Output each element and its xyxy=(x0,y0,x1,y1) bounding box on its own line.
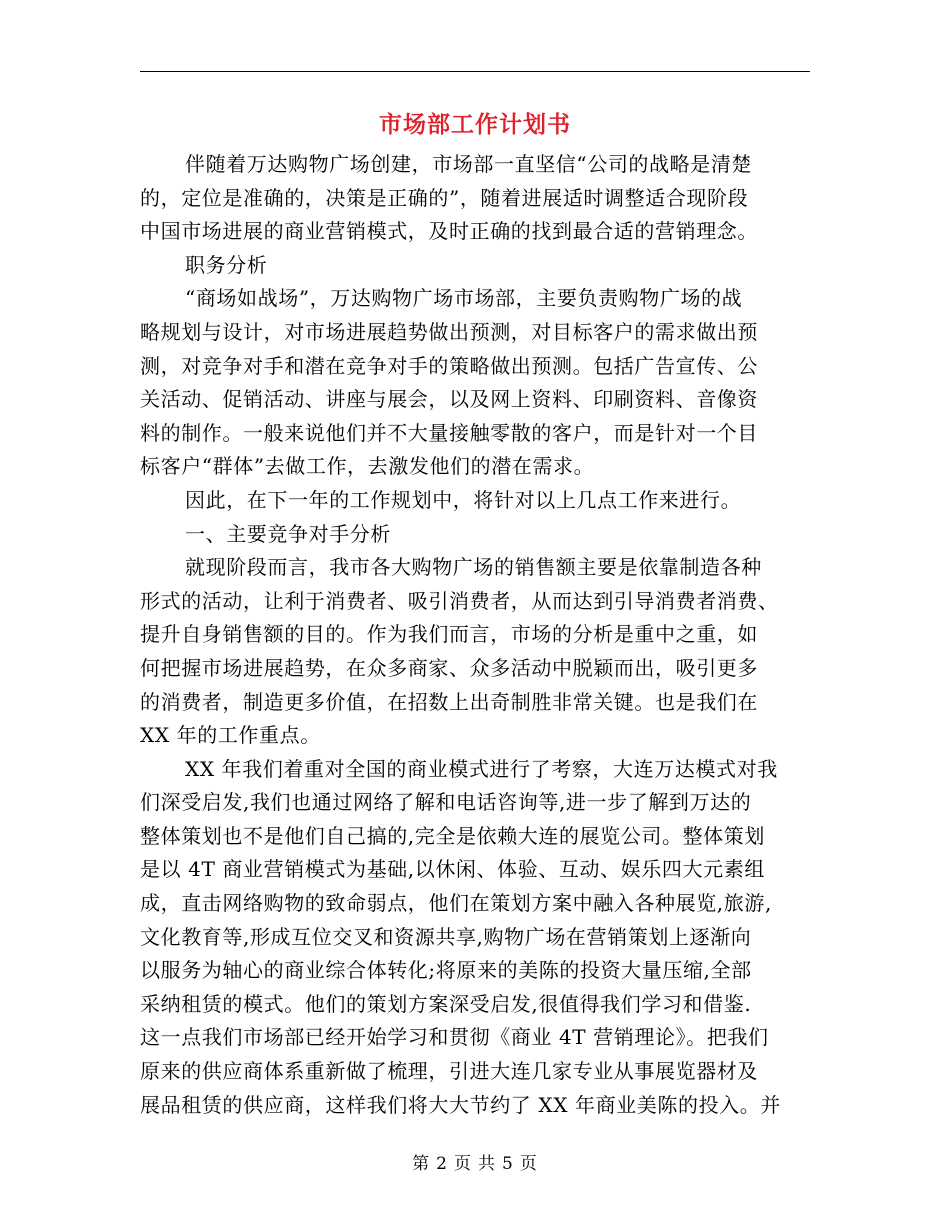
text-line: 形式的活动，让利于消费者、吸引消费者，从而达到引导消费者消费、 xyxy=(140,588,779,613)
text-line: 职务分析 xyxy=(185,252,268,277)
footer-total-unit: 页 xyxy=(519,1154,538,1174)
text-line: 标客户“群体”去做工作，去激发他们的潜在需求。 xyxy=(140,454,595,479)
text-line: 因此，在下一年的工作规划中，将针对以上几点工作来进行。 xyxy=(185,487,742,512)
text-line: XX 年我们着重对全国的商业模式进行了考察，大连万达模式对我 xyxy=(185,756,778,781)
text-line: 是以 4T 商业营销模式为基础,以休闲、体验、互动、娱乐四大元素组 xyxy=(140,857,765,882)
text-line: 的消费者，制造更多价值，在招数上出奇制胜非常关键。也是我们在 xyxy=(140,689,758,714)
text-line: 展品租赁的供应商，这样我们将大大节约了 XX 年商业美陈的投入。并 xyxy=(140,1092,781,1117)
text-line: 料的制作。一般来说他们并不大量接触零散的客户，而是针对一个目 xyxy=(140,420,758,445)
header-rule xyxy=(140,71,810,72)
text-line: 伴随着万达购物广场创建，市场部一直坚信“公司的战略是清楚 xyxy=(185,152,753,176)
text-line: “商场如战场”，万达购物广场市场部，主要负责购物广场的战 xyxy=(185,286,743,311)
footer-total-label: 共 xyxy=(478,1154,496,1174)
text-line: 原来的供应商体系重新做了梳理，引进大连几家专业从事展览器材及 xyxy=(140,1059,758,1084)
footer-page-label: 第 xyxy=(412,1154,431,1174)
document-body xyxy=(140,148,810,1122)
text-line: 的，定位是准确的，决策是正确的”，随着进展适时调整适合现阶段 xyxy=(140,185,749,210)
footer-page-unit: 页 xyxy=(454,1154,472,1174)
text-line: 这一点我们市场部已经开始学习和贯彻《商业 4T 营销理论》。把我们 xyxy=(140,1025,769,1050)
text-line: 测，对竞争对手和潜在竞争对手的策略做出预测。包括广告宣传、公 xyxy=(140,353,758,378)
text-line: XX 年的工作重点。 xyxy=(140,723,321,748)
footer-total-pages: 5 xyxy=(502,1154,514,1174)
text-line: 成，直击网络购物的致命弱点，他们在策划方案中融入各种展览,旅游, xyxy=(140,891,772,916)
text-line: 一、主要竞争对手分析 xyxy=(185,521,391,546)
text-line: 整体策划也不是他们自己搞的,完全是依赖大连的展览公司。整体策划 xyxy=(140,823,765,848)
text-line: 以服务为轴心的商业综合体转化;将原来的美陈的投资大量压缩,全部 xyxy=(140,958,752,983)
text-line: 就现阶段而言，我市各大购物广场的销售额主要是依靠制造各种 xyxy=(185,555,762,580)
document-title: 市场部工作计划书 xyxy=(379,111,571,138)
text-line: 何把握市场进展趋势，在众多商家、众多活动中脱颖而出，吸引更多 xyxy=(140,655,758,680)
text-line: 提升自身销售额的目的。作为我们而言，市场的分析是重中之重，如 xyxy=(140,622,758,647)
text-line: 采纳租赁的模式。他们的策划方案深受启发,很值得我们学习和借鉴. xyxy=(140,991,752,1016)
text-line: 们深受启发,我们也通过网络了解和电话咨询等,进一步了解到万达的 xyxy=(140,790,752,815)
page-footer xyxy=(0,1152,950,1176)
footer-current-page: 2 xyxy=(436,1154,448,1174)
text-line: 关活动、促销活动、讲座与展会，以及网上资料、印刷资料、音像资 xyxy=(140,387,758,412)
text-line: 文化教育等,形成互位交叉和资源共享,购物广场在营销策划上逐渐向 xyxy=(140,924,752,949)
text-line: 中国市场进展的商业营销模式，及时正确的找到最合适的营销理念。 xyxy=(140,219,758,244)
text-line: 略规划与设计，对市场进展趋势做出预测，对目标客户的需求做出预 xyxy=(140,319,758,344)
